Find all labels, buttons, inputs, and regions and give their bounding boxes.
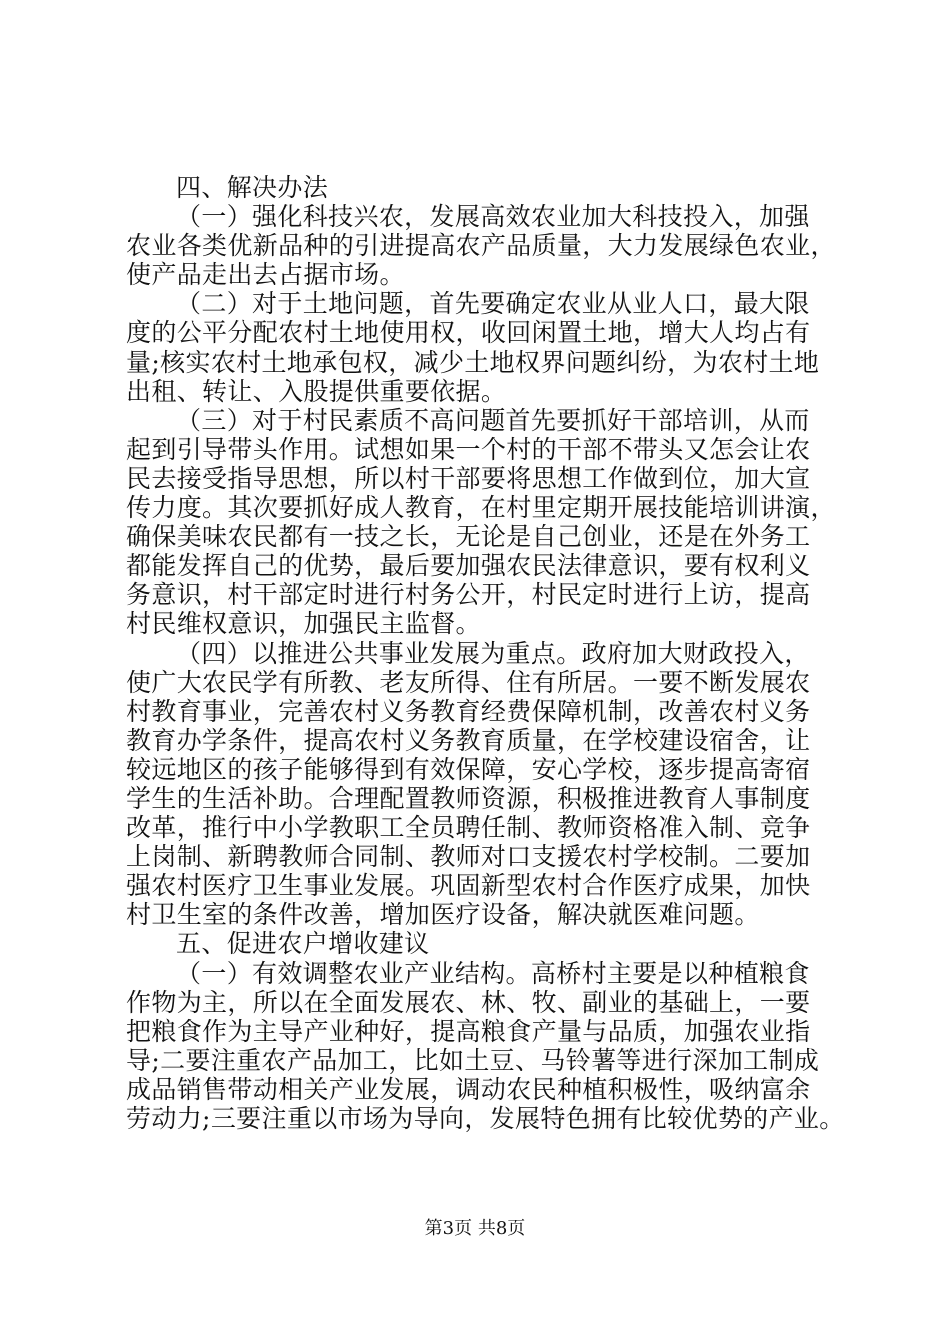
text-line: （一）有效调整农业产业结构。高桥村主要是以种植粮食 xyxy=(176,958,810,988)
text-line: 量;核实农村土地承包权，减少土地权界问题纠纷，为农村土地 xyxy=(126,347,820,377)
text-line: 农业各类优新品种的引进提高农产品质量，大力发展绿色农业， xyxy=(126,231,836,261)
text-line: 务意识，村干部定时进行村务公开，村民定时进行上访，提高 xyxy=(126,580,811,610)
text-line: 使广大农民学有所教、老友所得、住有所居。一要不断发展农 xyxy=(126,667,811,697)
text-line: 起到引导带头作用。试想如果一个村的干部不带头又怎会让农 xyxy=(126,434,811,464)
text-line: 村教育事业，完善农村义务教育经费保障机制，改善农村义务 xyxy=(126,696,811,726)
page-footer: 第3页 共8页 xyxy=(424,1218,526,1239)
text-line: 导;二要注重农产品加工，比如土豆、马铃薯等进行深加工制成 xyxy=(126,1045,820,1075)
text-line: 度的公平分配农村土地使用权，收回闲置土地，增大人均占有 xyxy=(126,318,811,348)
text-line: 民去接受指导思想，所以村干部要将思想工作做到位，加大宣 xyxy=(126,463,811,493)
text-line: 上岗制、新聘教师合同制、教师对口支援农村学校制。二要加 xyxy=(126,842,811,872)
document-body xyxy=(126,173,845,1133)
text-line: 学生的生活补助。合理配置教师资源，积极推进教育人事制度 xyxy=(126,783,811,813)
text-line: 都能发挥自己的优势，最后要加强农民法律意识，要有权利义 xyxy=(126,551,811,581)
text-line: 较远地区的孩子能够得到有效保障，安心学校，逐步提高寄宿 xyxy=(126,754,811,784)
text-line: 出租、转让、入股提供重要依据。 xyxy=(126,376,507,406)
text-line: 使产品走出去占据市场。 xyxy=(126,260,405,290)
text-line: （一）强化科技兴农，发展高效农业加大科技投入，加强 xyxy=(176,202,810,232)
text-line: 劳动力;三要注重以市场为导向，发展特色拥有比较优势的产业。 xyxy=(126,1104,845,1133)
text-line: 教育办学条件，提高农村义务教育质量，在学校建设宿舍，让 xyxy=(126,725,811,755)
text-line: 强农村医疗卫生事业发展。巩固新型农村合作医疗成果，加快 xyxy=(126,871,811,901)
text-line: 改革，推行中小学教职工全员聘任制、教师资格准入制、竞争 xyxy=(126,813,811,843)
text-line: （四）以推进公共事业发展为重点。政府加大财政投入， xyxy=(176,638,810,668)
text-line: 确保美味农民都有一技之长，无论是自己创业，还是在外务工 xyxy=(126,522,811,552)
text-line: （二）对于土地问题，首先要确定农业从业人口，最大限 xyxy=(176,289,810,319)
text-line: 村民维权意识，加强民主监督。 xyxy=(126,609,481,639)
text-line: （三）对于村民素质不高问题首先要抓好干部培训，从而 xyxy=(176,405,810,435)
text-line: 把粮食作为主导产业种好，提高粮食产量与品质，加强农业指 xyxy=(126,1016,811,1046)
text-line: 作物为主，所以在全面发展农、林、牧、副业的基础上，一要 xyxy=(126,987,811,1017)
text-line: 五、促进农户增收建议 xyxy=(176,929,430,959)
text-line: 成品销售带动相关产业发展，调动农民种植积极性，吸纳富余 xyxy=(126,1074,811,1104)
text-line: 村卫生室的条件改善，增加医疗设备，解决就医难问题。 xyxy=(126,900,760,930)
text-line: 四、解决办法 xyxy=(176,173,329,202)
text-line: 传力度。其次要抓好成人教育，在村里定期开展技能培训讲演， xyxy=(126,493,836,523)
